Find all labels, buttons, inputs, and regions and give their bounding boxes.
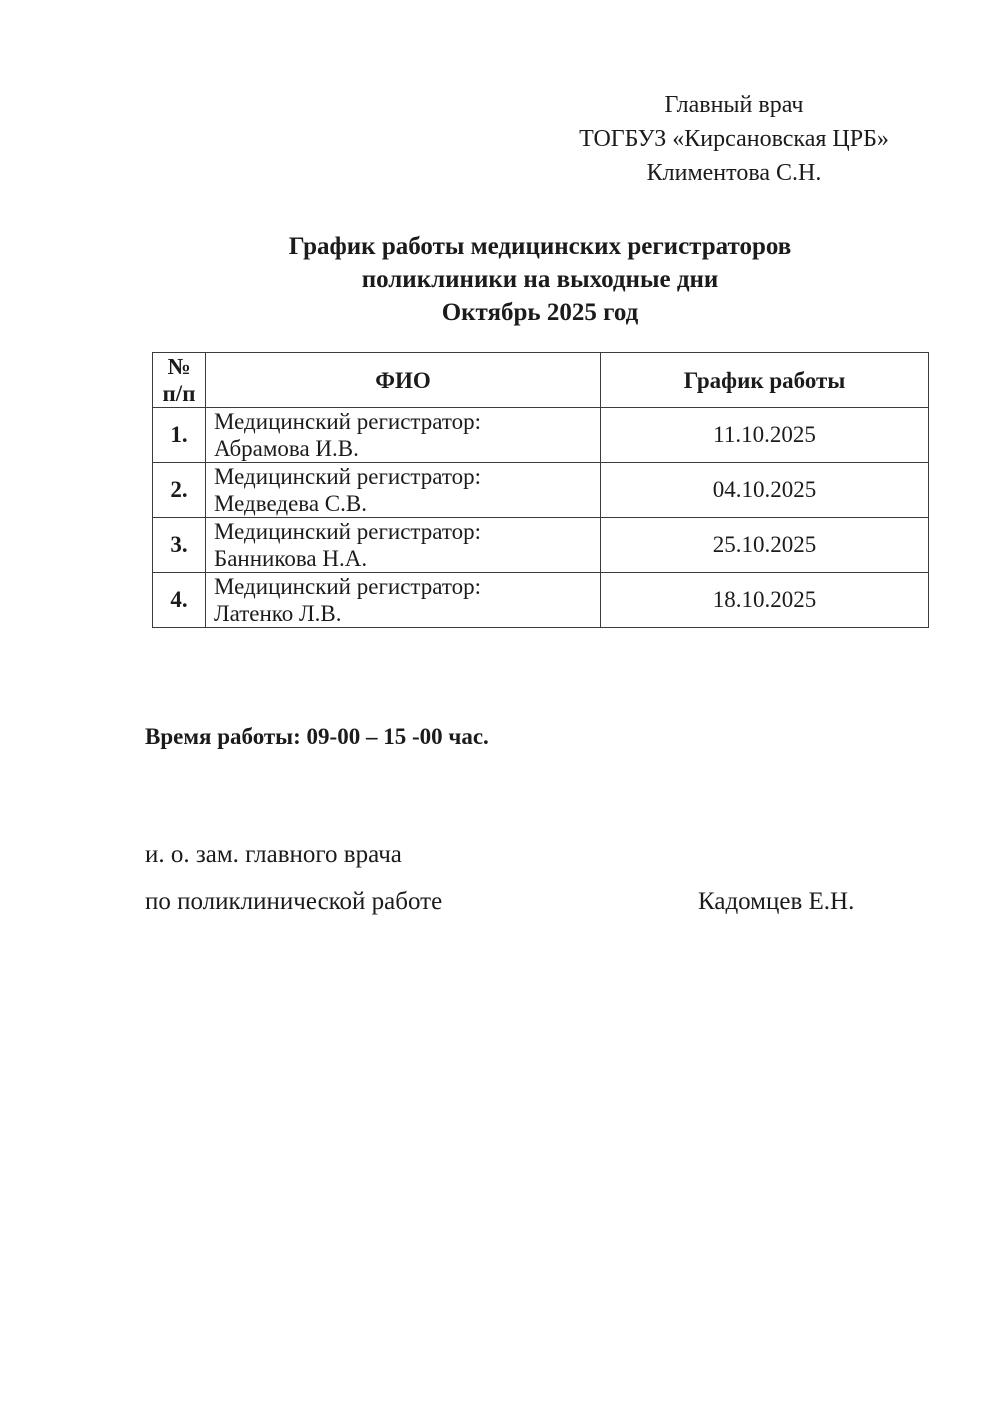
registrar-name: Банникова Н.А. xyxy=(214,546,368,571)
signature-name: Кадомцев Е.Н. xyxy=(698,888,855,915)
table-row xyxy=(153,463,929,518)
work-hours-line: Время работы: 09-00 – 15 -00 час. xyxy=(145,724,489,749)
row-number: 4. xyxy=(153,573,206,628)
column-header-schedule: График работы xyxy=(601,353,929,408)
row-number: 2. xyxy=(153,463,206,518)
column-header-number xyxy=(153,353,206,408)
row-date: 25.10.2025 xyxy=(601,518,929,573)
number-header-bottom: п/п xyxy=(162,381,196,406)
approval-block xyxy=(560,88,908,190)
registrar-name: Медведева С.В. xyxy=(214,491,367,516)
table-row xyxy=(153,518,929,573)
row-number: 1. xyxy=(153,408,206,463)
signature-position-line-1: и. о. зам. главного врача xyxy=(145,841,402,868)
title-line-3: Октябрь 2025 год xyxy=(441,299,639,326)
row-date: 18.10.2025 xyxy=(601,573,929,628)
registrar-name: Латенко Л.В. xyxy=(214,601,342,626)
table-row xyxy=(153,573,929,628)
row-fio xyxy=(206,573,601,628)
row-number: 3. xyxy=(153,518,206,573)
registrar-role: Медицинский регистратор: xyxy=(214,409,481,434)
column-header-fio: ФИО xyxy=(206,353,601,408)
row-fio xyxy=(206,408,601,463)
row-fio xyxy=(206,518,601,573)
approval-line-position: Главный врач xyxy=(664,92,804,118)
title-line-2: поликлиники на выходные дни xyxy=(361,266,719,293)
title-line-1: График работы медицинских регистраторов xyxy=(288,233,792,260)
row-date: 04.10.2025 xyxy=(601,463,929,518)
schedule-table xyxy=(152,352,929,628)
approval-line-name: Климентова С.Н. xyxy=(646,160,822,186)
approval-line-organization: ТОГБУЗ «Кирсановская ЦРБ» xyxy=(579,126,889,152)
registrar-name: Абрамова И.В. xyxy=(214,436,359,461)
table-header-row xyxy=(153,353,929,408)
row-date: 11.10.2025 xyxy=(601,408,929,463)
table-row xyxy=(153,408,929,463)
registrar-role: Медицинский регистратор: xyxy=(214,519,481,544)
registrar-role: Медицинский регистратор: xyxy=(214,464,481,489)
signature-position-line-2: по поликлинической работе xyxy=(145,888,443,915)
document-title xyxy=(152,230,928,329)
number-header-top: № xyxy=(167,354,191,379)
registrar-role: Медицинский регистратор: xyxy=(214,574,481,599)
row-fio xyxy=(206,463,601,518)
